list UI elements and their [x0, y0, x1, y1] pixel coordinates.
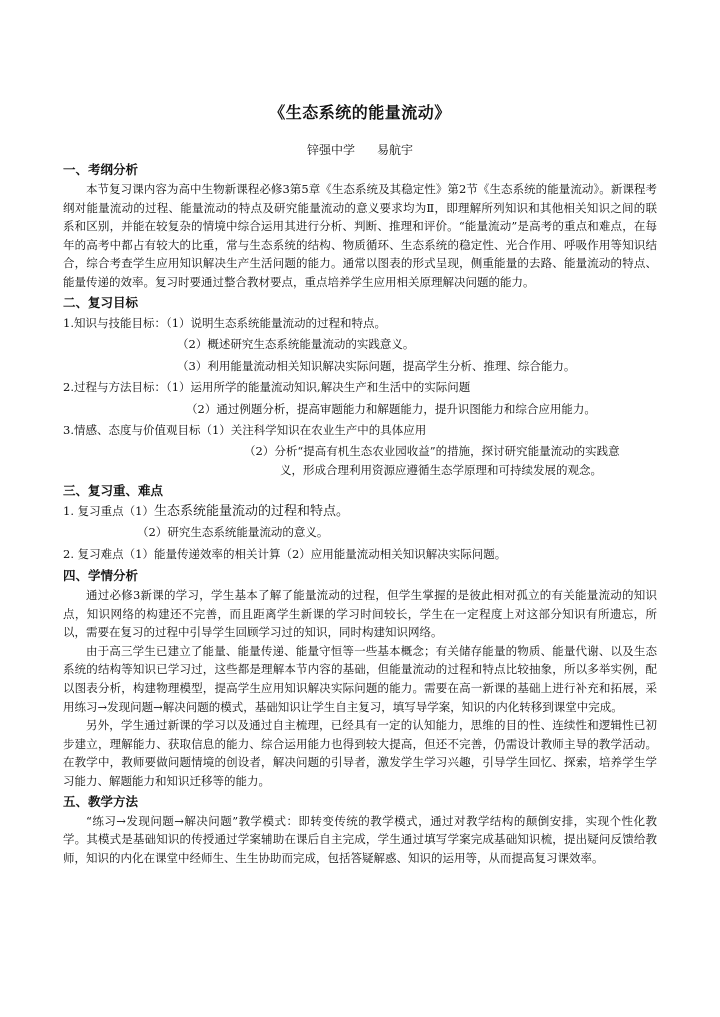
key-point-2: （2）研究生态系统能量流动的意义。	[137, 525, 329, 540]
goal-knowledge-3: （3）利用能量流动相关知识解决实际问题，提高学生分析、推理、综合能力。	[177, 358, 576, 373]
paragraph: 另外，学生通过新课的学习以及通过自主梳理，已经具有一定的认知能力，思维的目的性、连续性和逻辑性已初步建立，理解能力、获取信息的能力、综合运用能力也得到较大提高，但还不完善，仍需设计教师主导的教学活动。在教学中，教师要做问题情境的创设者，解决问题的引导者，激发学生学习兴趣，引导学生回忆、探索，培养学生学习能力、解题能力和知识迁移等的能力。	[63, 718, 657, 788]
paragraph: 由于高三学生已建立了能量、能量传递、能量守恒等一些基本概念；有关储存能量的物质、能量代谢、以及生态系统的结构等知识已学习过，这些都是理解本节内容的基础，但能量流动的过程和特点比较抽象，所以多举实例，配以图表分析，构建物理模型，提高学生应用知识解决实际问题的能力。需要在高一新课的基础上进行补充和拓展，采用练习→发现问题→解决问题的模式，基础知识让学生自主复习，填写导学案，知识的内化转移到课堂中完成。	[63, 643, 657, 714]
document-title: 《生态系统的能量流动》	[269, 103, 451, 122]
key-point-1: 1. 复习重点（1）生态系统能量流动的过程和特点。	[63, 503, 349, 519]
school-name: 锌强中学	[306, 143, 355, 157]
goal-emotion-1: 3.情感、态度与价值观目标（1）关注科学知识在农业生产中的具体应用	[63, 423, 427, 438]
section-exam-analysis	[63, 161, 657, 292]
section-student-analysis	[63, 567, 657, 791]
section-review-goals	[63, 294, 657, 480]
difficult-point: 2. 复习难点（1）能量传递效率的相关计算（2）应用能量流动相关知识解决实际问题。	[63, 546, 507, 561]
section-heading: 四、学情分析	[63, 568, 139, 584]
goal-method-1: 2.过程与方法目标：（1）运用所学的能量流动知识,解决生产和生活中的实际问题	[63, 380, 471, 395]
author-name: 易航宇	[377, 143, 414, 157]
paragraph: 通过必修3新课的学习，学生基本了解了能量流动的过程，但学生掌握的是彼此相对孤立的有关能量流动的知识点，知识网络的构建还不完善，而且距离学生新课的学习时间较长，学生在一定程度上对这部分知识有所遗忘，所以，需要在复习的过程中引导学生回顾学习过的知识，同时构建知识网络。	[63, 588, 657, 640]
author-line	[63, 141, 657, 158]
section-heading: 一、考纲分析	[63, 162, 139, 177]
paragraph: “练习→发现问题→解决问题”教学模式：即转变传统的教学模式，通过对教学结构的颠倒安排，实现个性化教学。其模式是基础知识的传授通过学案辅助在课后自主完成，学生通过填写学案完成基础知识梳，提出疑问反馈给教师，知识的内化在课堂中经师生、生生协助而完成，包括答疑解惑、知识的运用等，从而提高复习课效率。	[63, 813, 657, 865]
section-heading: 五、教学方法	[63, 793, 139, 809]
section-key-points	[63, 482, 657, 566]
section-heading: 三、复习重、难点	[63, 482, 164, 498]
section-teaching-method	[63, 793, 657, 868]
goal-method-2: （2）通过例题分析，提高审题能力和解题能力，提升识图能力和综合应用能力。	[186, 401, 596, 416]
goal-knowledge-1: 1.知识与技能目标：（1）说明生态系统能量流动的过程和特点。	[63, 315, 387, 330]
paragraph: 本节复习课内容为高中生物新课程必修3第5章《生态系统及其稳定性》第2节《生态系统的能量流动》。新课程考纲对能量流动的过程、能量流动的特点及研究能量流动的意义要求均为Ⅱ，即理解所列知识和其他相关知识之间的联系和区别，并能在较复杂的情境中综合运用其进行分析、判断、推理和评价。“能量流动”是高考的重点和难点，在每年的高考中都占有较大的比重，常与生态系统的结构、物质循环、生态系统的稳定性、光合作用、呼吸作用等知识结合，综合考查学生应用知识解决生产生活问题的能力。通常以图表的形式呈现，侧重能量的去路、能量流动的特点、能量传递的效率。复习时要通过整合教材要点，重点培养学生应用相关原理解决问题的能力。	[63, 182, 657, 289]
goal-emotion-2: （2）分析“提高有机生态农业园收益”的措施，探讨研究能量流动的实践意 义，形成合理利用资源应遵循生态学原理和可持续发展的观念。	[244, 443, 620, 477]
section-heading: 二、复习目标	[63, 294, 139, 310]
document-page	[63, 100, 657, 869]
goal-knowledge-2: （2）概述研究生态系统能量流动的实践意义。	[177, 337, 415, 352]
